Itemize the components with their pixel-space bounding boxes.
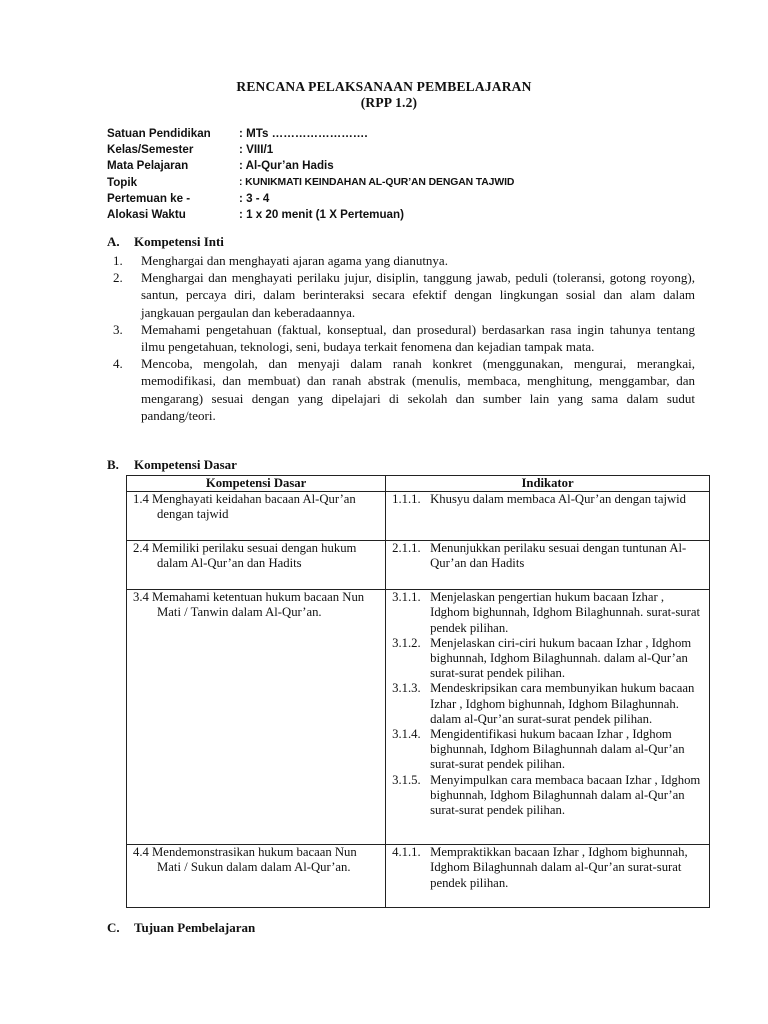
section-letter: C.: [107, 920, 120, 935]
meta-label: Mata Pelajaran: [107, 159, 189, 173]
list-number: 4.: [113, 356, 123, 372]
kd-text: 2.4 Memiliki perilaku sesuai dengan hukum dalam Al-Qur’an dan Hadits: [133, 541, 357, 571]
kd-text: 4.4 Mendemonstrasikan hukum bacaan Nun Mati / Sukun dalam dalam Al-Qur’an.: [133, 845, 357, 875]
list-text: Mencoba, mengolah, dan menyaji dalam ranah konkret (menggunakan, mengurai, merangkai, memodifikasi, dan membuat) dan ranah abstrak (menulis, membaca, menghitung, menggambar, dan mengarang) sesuai dengan yang dipelajari di sekolah dan sumber lain yang sama dalam sudut pandang/teori.: [141, 356, 695, 423]
section-heading-c: [107, 920, 255, 936]
meta-value: : 3 - 4: [239, 191, 270, 205]
kompetensi-inti-list: [113, 252, 695, 424]
list-item: [113, 321, 695, 355]
meta-label: Satuan Pendidikan: [107, 127, 211, 140]
kd-cell: [127, 492, 386, 541]
indicator-item: [392, 681, 705, 727]
list-text: Menghargai dan menghayati perilaku jujur, disiplin, tanggung jawab, peduli (toleransi, gotong royong), santun, percaya diri, dalam berinteraksi secara efektif dengan lingkungan sosial dan alam dalam jangkauan pergaulan dan keberadaannya.: [141, 270, 695, 320]
meta-label: Alokasi Waktu: [107, 207, 186, 221]
indicator-text: Menyimpulkan cara membaca bacaan Izhar , Idghom bighunnah, Idghom Bilaghunnah dalam al-Qur’an surat-surat pendek pilihan.: [430, 772, 701, 818]
indicator-code: 3.1.3.: [392, 681, 421, 696]
meta-value: : MTs …………………….: [239, 127, 368, 140]
indicator-code: 3.1.2.: [392, 635, 421, 650]
section-title: Kompetensi Inti: [134, 234, 224, 249]
meta-label: Kelas/Semester: [107, 143, 194, 157]
meta-value: : 1 x 20 menit (1 X Pertemuan): [239, 207, 404, 221]
meta-value: : Al-Qur’an Hadis: [239, 159, 334, 173]
indicator-item: [392, 773, 705, 819]
section-title: Kompetensi Dasar: [134, 457, 237, 472]
indicator-code: 2.1.1.: [392, 541, 421, 556]
meta-value: : VIII/1: [239, 143, 274, 157]
list-item: [113, 355, 695, 424]
column-header-kd: Kompetensi Dasar: [127, 476, 386, 492]
indicator-text: Mendeskripsikan cara membunyikan hukum bacaan Izhar , Idghom bighunnah, Idghom Bilaghunnah. dalam al-Qur’an surat-surat pendek pilihan.: [430, 681, 695, 726]
kd-text: 3.4 Memahami ketentuan hukum bacaan Nun Mati / Tanwin dalam Al-Qur’an.: [133, 590, 365, 620]
table-row: [127, 541, 710, 590]
meta-label: Pertemuan ke -: [107, 191, 191, 205]
document-subtitle: (RPP 1.2): [360, 95, 418, 110]
table-header-row: [127, 476, 710, 492]
section-letter: B.: [107, 457, 119, 472]
list-item: [113, 269, 695, 321]
indicator-text: Mempraktikkan bacaan Izhar , Idghom bighunnah, Idghom Bilaghunnah dalam al-Qur’an surat-surat pendek pilihan.: [430, 845, 688, 890]
list-number: 1.: [113, 253, 123, 268]
indicator-cell: [386, 492, 710, 541]
indicator-cell: [386, 845, 710, 908]
kd-text: 1.4 Menghayati keidahan bacaan Al-Qur’an dengan tajwid: [133, 492, 356, 522]
list-text: Memahami pengetahuan (faktual, konseptual, dan prosedural) berdasarkan rasa ingin tahunya tentang ilmu pengetahuan, teknologi, seni, budaya terkait fenomena dan kejadian tampak mata.: [141, 321, 695, 355]
indicator-text: Khusyu dalam membaca Al-Qur’an dengan tajwid: [430, 492, 687, 507]
column-header-indikator: Indikator: [386, 476, 710, 492]
list-text: Menghargai dan menghayati ajaran agama yang dianutnya.: [141, 253, 448, 268]
indicator-code: 3.1.1.: [392, 590, 421, 605]
indicator-item: [392, 727, 705, 773]
list-item: [113, 252, 695, 269]
section-heading-b: [107, 457, 237, 473]
document-title: RENCANA PELAKSANAAN PEMBELAJARAN: [236, 79, 532, 94]
table-row: [127, 492, 710, 541]
section-title: Tujuan Pembelajaran: [134, 920, 256, 935]
indicator-code: 3.1.4.: [392, 727, 421, 742]
indicator-cell: [386, 541, 710, 590]
meta-label: Topik: [107, 175, 138, 189]
kd-cell: [127, 590, 386, 845]
indicator-text: Mengidentifikasi hukum bacaan Izhar , Idghom bighunnah, Idghom Bilaghunnah dalam al-Qur’an surat-surat pendek pilihan.: [430, 727, 685, 772]
section-letter: A.: [107, 234, 120, 249]
indicator-item: [392, 845, 705, 891]
meta-value: : KUNIKMATI KEINDAHAN AL-QUR’AN DENGAN TAJWID: [239, 176, 515, 188]
indicator-item: [392, 590, 705, 636]
kompetensi-dasar-table: [126, 475, 710, 908]
indicator-cell: [386, 590, 710, 845]
kd-cell: [127, 541, 386, 590]
indicator-code: 4.1.1.: [392, 845, 421, 860]
indicator-text: Menjelaskan ciri-ciri hukum bacaan Izhar , Idghom bighunnah, Idghom Bilaghunnah. dalam al-Qur’an surat-surat pendek pilihan.: [430, 635, 692, 681]
indicator-text: Menunjukkan perilaku sesuai dengan tuntunan Al-Qur’an dan Hadits: [430, 541, 687, 571]
section-heading-a: [107, 234, 224, 250]
indicator-item: [392, 541, 705, 571]
indicator-item: [392, 636, 705, 682]
list-number: 2.: [113, 270, 123, 286]
kd-cell: [127, 845, 386, 908]
indicator-text: Menjelaskan pengertian hukum bacaan Izhar , Idghom bighunnah, Idghom Bilaghunnah. surat-surat pendek pilihan.: [430, 590, 701, 635]
indicator-code: 3.1.5.: [392, 772, 421, 787]
indicator-item: [392, 492, 705, 507]
list-number: 3.: [113, 321, 123, 337]
indicator-code: 1.1.1.: [392, 492, 421, 507]
table-row: [127, 590, 710, 845]
table-row: [127, 845, 710, 908]
